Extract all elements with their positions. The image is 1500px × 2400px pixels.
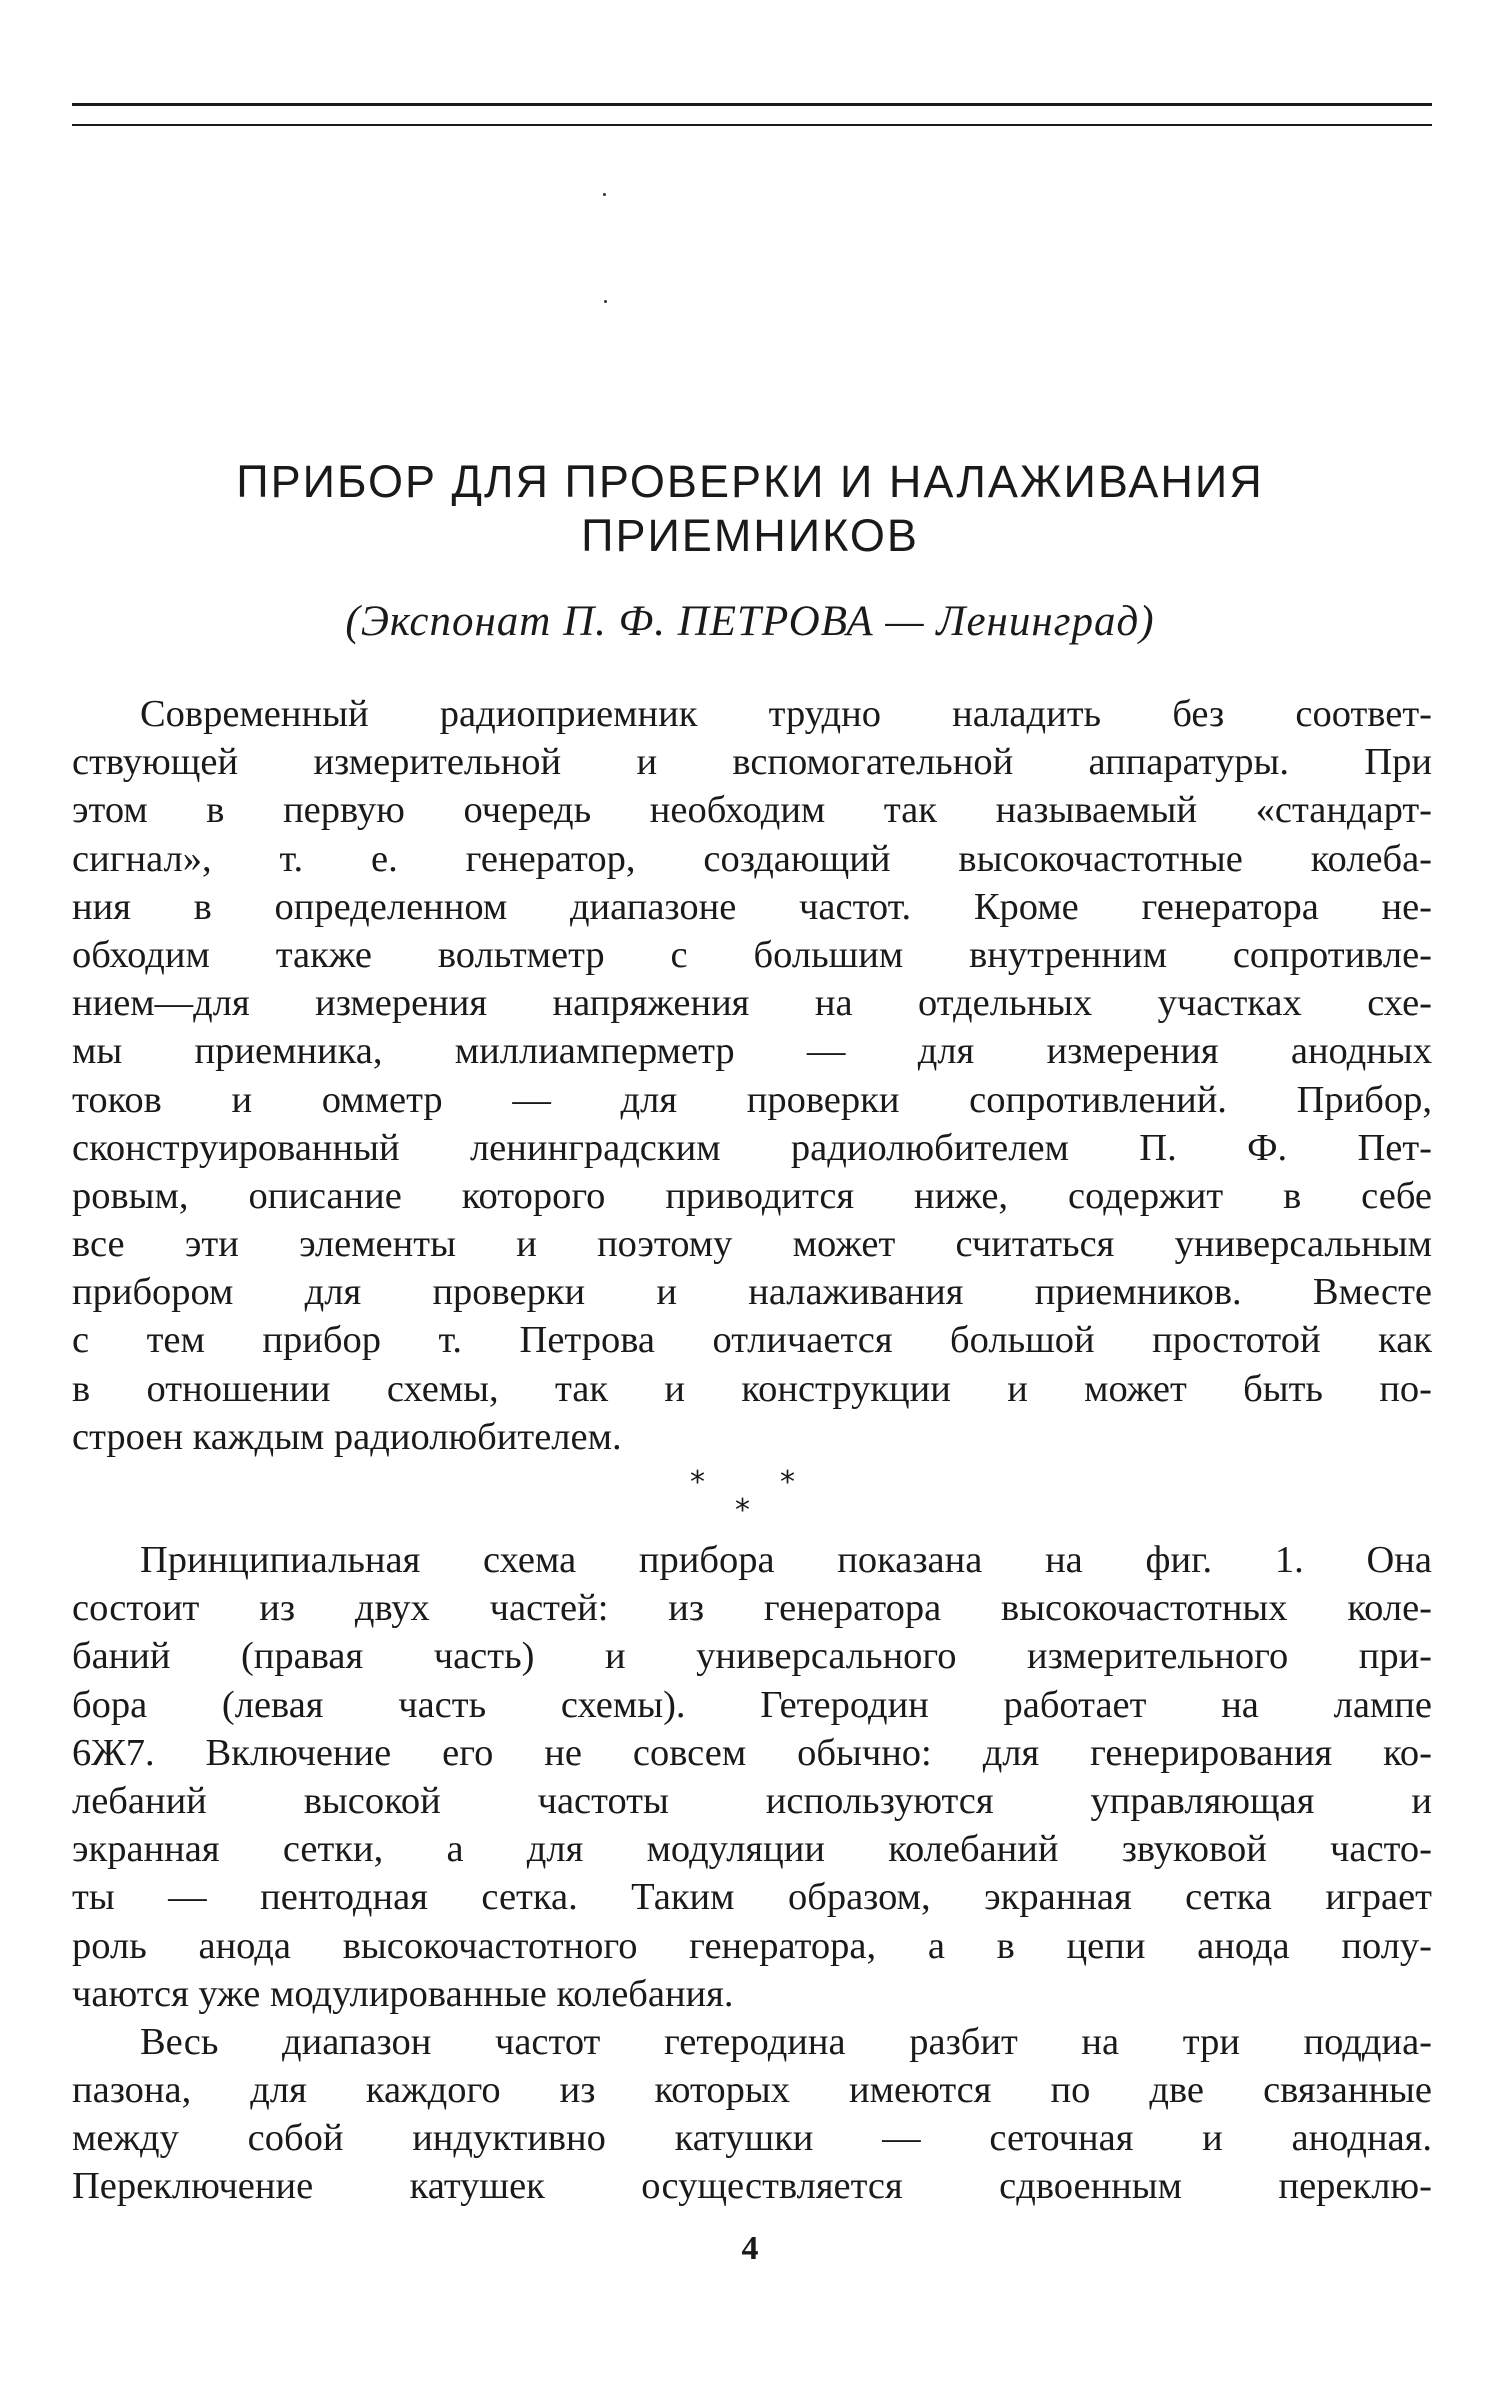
text-line: Переключение катушек осуществляется сдвоенным переклю- [72,2165,1432,2208]
text-line: баний (правая часть) и универсального измерительного при- [72,1635,1432,1678]
text-line: с тем прибор т. Петрова отличается большой простотой как [72,1319,1432,1362]
text-line: ровым, описание которого приводится ниже, содержит в себе [72,1174,1432,1217]
text-line: сигнал», т. е. генератор, создающий высокочастотные колеба- [72,837,1432,880]
text-line: чаются уже модулированные колебания. [72,1972,734,2015]
text-line: 6Ж7. Включение его не совсем обычно: для генерирования ко- [72,1731,1432,1774]
text-line: состоит из двух частей: из генератора высокочастотных коле- [72,1587,1432,1630]
text-line: в отношении схемы, так и конструкции и может быть по- [72,1367,1432,1410]
article-subtitle: (Экспонат П. Ф. ПЕТРОВА — Ленинград) [345,598,1155,645]
schematic-paragraphs [72,1536,1432,2211]
text-line: сконструированный ленинградским радиолюбителем П. Ф. Пет- [72,1126,1432,1169]
text-line: все эти элементы и поэтому может считаться универсальным [72,1223,1432,1266]
text-line: токов и омметр — для проверки сопротивлений. Прибор, [72,1078,1432,1121]
text-line: обходим также вольтметр с большим внутренним сопротивле- [72,933,1432,976]
asterisk: * [735,1493,750,1528]
print-speck [604,300,607,303]
text-line: мы приемника, миллиамперметр — для измерения анодных [72,1030,1432,1073]
text-line: бора (левая часть схемы). Гетеродин работает на лампе [72,1683,1432,1726]
print-speck [603,193,606,196]
text-line: ния в определенном диапазоне частот. Кроме генератора не- [72,885,1432,928]
text-line: роль анода высокочастотного генератора, а в цепи анода полу- [72,1924,1432,1967]
text-line: ствующей измерительной и вспомогательной аппаратуры. При [72,741,1432,784]
text-line: ты — пентодная сетка. Таким образом, экранная сетка играет [72,1876,1432,1919]
article-title-line-2: ПРИЕМНИКОВ [581,510,919,561]
text-line: лебаний высокой частоты используются управляющая и [72,1779,1432,1822]
header-rule-top [72,103,1432,106]
page-number: 4 [741,2230,759,2267]
article-title [150,455,1350,563]
text-line: строен каждым радиолюбителем. [72,1415,622,1458]
text-line: нием—для измерения напряжения на отдельных участках схе- [72,982,1432,1025]
text-line: пазона, для каждого из которых имеются по две связанные [72,2069,1432,2112]
intro-paragraph [72,690,1432,1461]
text-line: Весь диапазон частот гетеродина разбит на три поддиа- [140,2020,1432,2063]
text-line: этом в первую очередь необходим так называемый «стандарт- [72,789,1432,832]
text-line: Современный радиоприемник трудно наладить без соответ- [140,693,1432,735]
article-title-line-1: ПРИБОР ДЛЯ ПРОВЕРКИ И НАЛАЖИВАНИЯ [236,456,1264,507]
text-line: между собой индуктивно катушки — сеточная и анодная. [72,2117,1432,2160]
text-line: Принципиальная схема прибора показана на фиг. 1. Она [140,1539,1432,1581]
asterisk: * [780,1465,795,1500]
section-separator [0,1465,1500,1535]
text-line: экранная сетки, а для модуляции колебаний звуковой часто- [72,1828,1432,1871]
asterisk: * [690,1465,705,1500]
text-line: прибором для проверки и налаживания приемников. Вместе [72,1271,1432,1314]
header-rule-bottom [72,124,1432,126]
